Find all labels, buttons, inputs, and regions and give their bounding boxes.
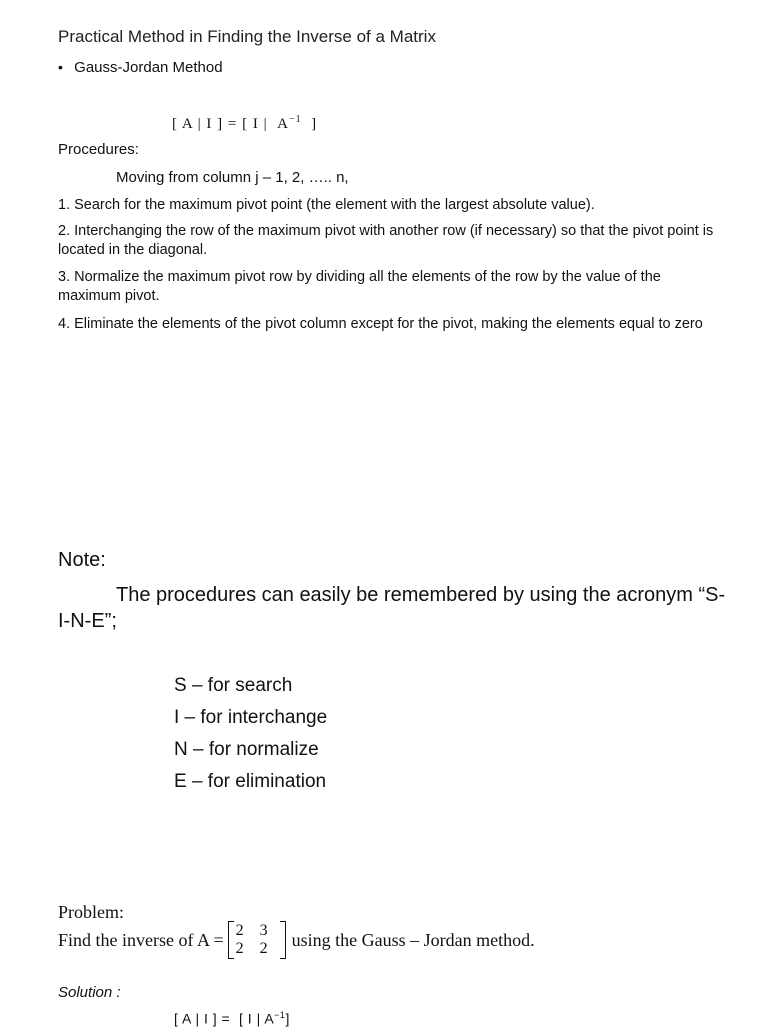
acronym-item: I – for interchange [174, 707, 328, 728]
procedure-step: 1. Search for the maximum pivot point (the element with the largest absolute value). [58, 197, 595, 213]
acronym-item: E – for elimination [174, 771, 327, 792]
matrix-right-bracket [280, 921, 286, 959]
problem-suffix: using the Gauss – Jordan method. [291, 929, 535, 950]
problem-heading: Problem: [58, 902, 124, 922]
matrix-cell: 2 [235, 922, 244, 939]
acronym-item: S – for search [174, 675, 293, 696]
solution-rhs-exponent: −1 [274, 1010, 286, 1020]
matrix-a-body [234, 921, 280, 959]
procedure-step: 3. Normalize the maximum pivot row by dividing all the elements of the row by the value of the maximum pivot. [58, 269, 661, 304]
page-title: Practical Method in Finding the Inverse of a Matrix [58, 27, 436, 46]
bullet-icon: • [58, 59, 63, 75]
note-text: The procedures can easily be remembered by using the acronym “S-I-N-E”; [58, 584, 726, 632]
solution-rhs: [ I | A [239, 1010, 275, 1027]
equation-inverse-base: A [277, 116, 289, 132]
solution-lhs: [ A | I ] = [174, 1010, 231, 1027]
procedure-step: 4. Eliminate the elements of the pivot column except for the pivot, making the elements equal to zero [58, 316, 703, 332]
equation-inverse-exponent: −1 [288, 114, 302, 125]
procedures-intro: Moving from column j – 1, 2, ….. n, [116, 169, 349, 186]
problem-prefix: Find the inverse of A = [58, 929, 224, 950]
augmented-matrix-equation [172, 114, 317, 133]
solution-rhs-close: ] [285, 1010, 290, 1027]
equation-lhs: [ A | I ] = [ I | [172, 116, 268, 132]
note-heading: Note: [58, 549, 106, 571]
solution-heading: Solution : [58, 984, 121, 1001]
method-bullet [58, 59, 223, 76]
matrix-cell: 2 [235, 940, 244, 957]
method-name: Gauss-Jordan Method [74, 59, 223, 76]
matrix-cell: 3 [259, 922, 268, 939]
acronym-list [174, 670, 327, 798]
problem-statement [58, 921, 535, 959]
equation-close: ] [311, 116, 318, 132]
procedures-heading: Procedures: [58, 141, 139, 158]
matrix-a [228, 921, 286, 959]
solution-equation [174, 1010, 290, 1027]
acronym-item: N – for normalize [174, 739, 319, 760]
matrix-cell: 2 [259, 940, 268, 957]
procedure-step: 2. Interchanging the row of the maximum pivot with another row (if necessary) so that the pivot point is located in the diagonal. [58, 223, 714, 258]
